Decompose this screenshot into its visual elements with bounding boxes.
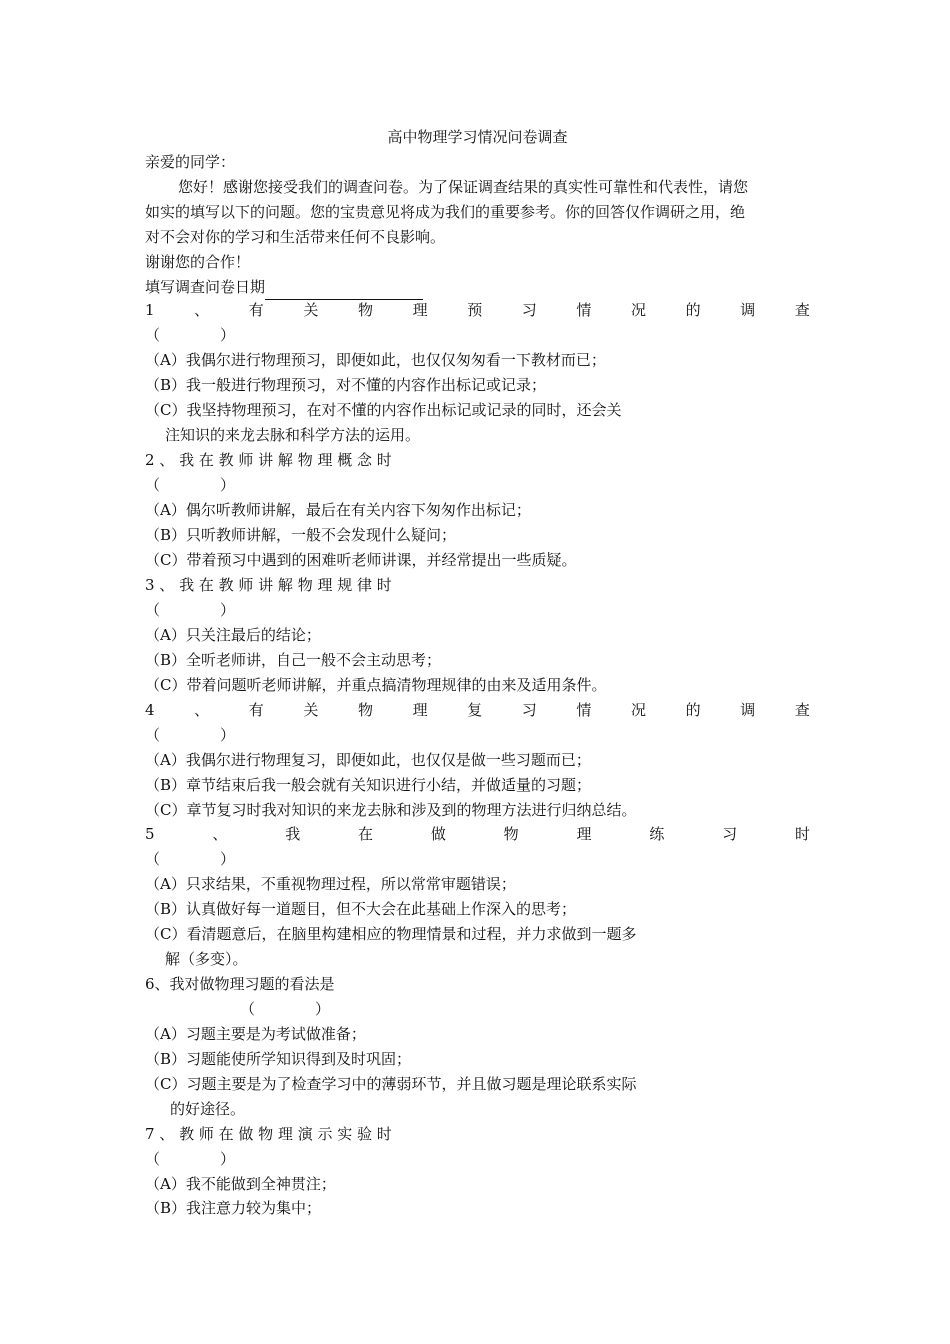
question-4-option-b: （B）章节结束后我一般会就有关知识进行小结，并做适量的习题； [145, 776, 592, 794]
question-6-option-b: （B）习题能使所学知识得到及时巩固； [145, 1050, 412, 1068]
question-2-option-a: （A）偶尔听教师讲解，最后在有关内容下匆匆作出标记； [145, 501, 531, 519]
question-3-prompt: 3 、 我 在 教 师 讲 解 物 理 规 律 时 [145, 576, 392, 594]
question-2-prompt: 2 、 我 在 教 师 讲 解 物 理 概 念 时 [145, 451, 392, 469]
question-6-answer-blank[interactable]: （ ） [240, 1000, 331, 1018]
question-1-option-a: （A）我偶尔进行物理预习，即便如此，也仅仅匆匆看一下教材而已； [145, 351, 606, 369]
question-7-option-a: （A）我不能做到全神贯注； [145, 1175, 336, 1193]
question-7-answer-blank[interactable]: （ ） [145, 1150, 236, 1168]
intro-line-1: 您好！感谢您接受我们的调查问卷。为了保证调查结果的真实性可靠性和代表性，请您 [178, 178, 749, 196]
question-7-option-b: （B）我注意力较为集中； [145, 1199, 322, 1217]
question-1-option-c: （C）我坚持物理预习，在对不懂的内容作出标记或记录的同时，还会关 [145, 401, 622, 419]
question-5-answer-blank[interactable]: （ ） [145, 850, 236, 868]
question-3-answer-blank[interactable]: （ ） [145, 601, 236, 619]
greeting: 亲爱的同学： [145, 153, 236, 171]
question-5-option-b: （B）认真做好每一道题目，但不大会在此基础上作深入的思考； [145, 900, 577, 918]
intro-line-2: 如实的填写以下的问题。您的宝贵意见将成为我们的重要参考。你的回答仅作调研之用，绝 [145, 203, 746, 221]
question-1-answer-blank[interactable]: （ ） [145, 326, 236, 344]
question-1-prompt: 1 、 有 关 物 理 预 习 情 况 的 调 查 [145, 301, 810, 319]
question-6-option-c: （C）习题主要是为了检查学习中的薄弱环节，并且做习题是理论联系实际 [145, 1075, 637, 1093]
question-1-option-b: （B）我一般进行物理预习，对不懂的内容作出标记或记录； [145, 376, 547, 394]
question-2-answer-blank[interactable]: （ ） [145, 476, 236, 494]
question-5-option-c: （C）看清题意后，在脑里构建相应的物理情景和过程，并力求做到一题多 [145, 925, 637, 943]
question-5-option-a: （A）只求结果，不重视物理过程，所以常常审题错误； [145, 875, 516, 893]
question-5-option-c-continuation: 解（多变）。 [165, 950, 248, 968]
document-title: 高中物理学习情况问卷调查 [387, 128, 568, 146]
question-4-option-a: （A）我偶尔进行物理复习，即便如此，也仅仅是做一些习题而已； [145, 751, 591, 769]
question-3-option-a: （A）只关注最后的结论； [145, 626, 321, 644]
question-6-option-a: （A）习题主要是为考试做准备； [145, 1025, 366, 1043]
question-7-prompt: 7 、 教 师 在 做 物 理 演 示 实 验 时 [145, 1125, 392, 1143]
question-3-option-c: （C）带着问题听老师讲解，并重点搞清物理规律的由来及适用条件。 [145, 676, 607, 694]
date-row [145, 275, 810, 300]
question-2-option-c: （C）带着预习中遇到的困难听老师讲课，并经常提出一些质疑。 [145, 551, 577, 569]
question-5-prompt: 5 、 我 在 做 物 理 练 习 时 [145, 825, 810, 843]
question-6-prompt: 6、我对做物理习题的看法是 [145, 975, 335, 993]
question-2-option-b: （B）只听教师讲解，一般不会发现什么疑问； [145, 526, 457, 544]
question-6-option-c-continuation: 的好途径。 [170, 1100, 246, 1118]
question-3-option-b: （B）全听老师讲，自己一般不会主动思考； [145, 651, 442, 669]
date-label: 填写调查问卷日期 [145, 278, 266, 296]
question-4-option-c: （C）章节复习时我对知识的来龙去脉和涉及到的物理方法进行归纳总结。 [145, 801, 637, 819]
intro-line-3: 对不会对你的学习和生活带来任何不良影响。 [145, 228, 446, 246]
question-4-prompt: 4 、 有 关 物 理 复 习 情 况 的 调 查 [145, 701, 810, 719]
thanks: 谢谢您的合作！ [145, 253, 251, 271]
question-1-option-c-continuation: 注知识的来龙去脉和科学方法的运用。 [165, 426, 421, 444]
question-4-answer-blank[interactable]: （ ） [145, 726, 236, 744]
